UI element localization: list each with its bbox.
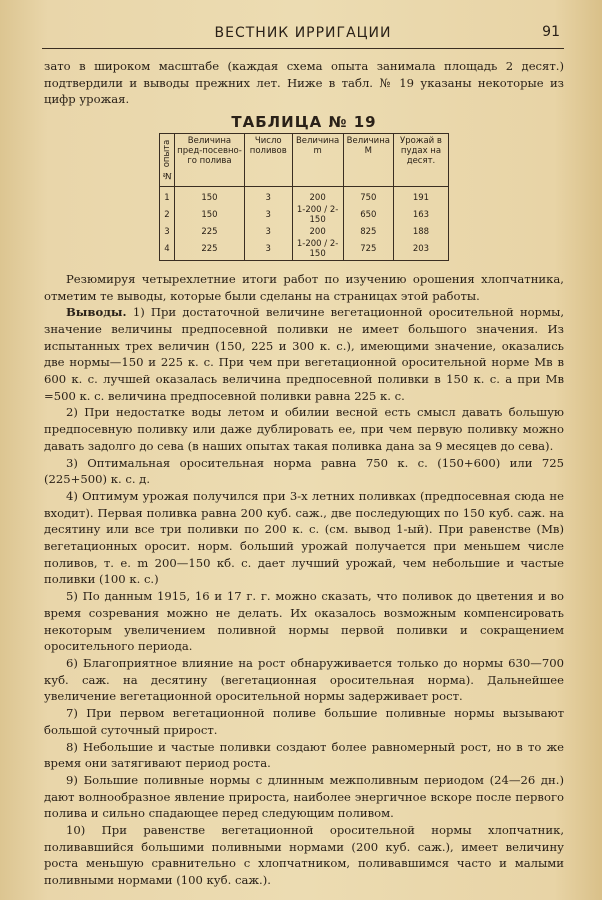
cell: 725	[343, 238, 393, 261]
article-body	[44, 58, 564, 889]
cell: 825	[343, 226, 393, 238]
cell: 1	[160, 186, 175, 204]
cell: 3	[244, 186, 292, 204]
conclusion-1-text: 1) При достаточной величине вегетационной оросительной нормы, значение величины предпосевной поливки не имеет большого значения. Из испытанных трех величин (150, 225 и 300 к. с.), имеющими значение, оказались две нормы—150 и 225 к. с. При чем при вегетационной оросительной норме Мв в 600 к. с. лучшей оказалась величина предпосевной поливки в 150 к. с. а при Мв =500 к. с. величина предпосевной поливки равна 225 к. с.	[44, 305, 565, 403]
conclusion-1	[44, 304, 564, 404]
conclusion-6: 6) Благоприятное влияние на рост обнаруживается только до нормы 630—700 куб. саж. на десятину (вегетационная оросительная норма). Дальнейшее увеличение вегетационной оросительной нормы задерживает рост.	[44, 655, 564, 704]
table-header-row	[160, 133, 449, 186]
cell: 750	[343, 186, 393, 204]
cell: 3	[244, 226, 292, 238]
conclusion-4: 4) Оптимум урожая получился при 3-х летних поливках (предпосевная сюда не входит). Первая поливка равна 200 куб. саж., две последующих по 150 куб. саж. на десятину или все три поливки по 200 к. с. (см. вывод 1-ый). При равенстве (Мв) вегетационных оросит. норм. больший урожай получается при меньшем числе поливов, т. е. m 200—150 кб. с. дает лучший урожай, чем небольшие и частые поливки (100 к. с.)	[44, 488, 564, 587]
header-m-big: Величина M	[343, 133, 393, 186]
table-row	[160, 226, 449, 238]
table-title: ТАБЛИЦА № 19	[231, 113, 377, 132]
header-count: Число поливов	[244, 133, 292, 186]
cell: 3	[160, 226, 175, 238]
cell: 225	[175, 226, 245, 238]
intro-paragraph: зато в широком масштабе (каждая схема опыта занимала площадь 2 десят.) подтвердили и выводы прежних лет. Ниже в табл. № 19 указаны некоторые из цифр урожая.	[44, 59, 564, 107]
cell: 203	[393, 238, 448, 261]
conclusion-3: 3) Оптимальная оросительная норма равна 750 к. с. (150+600) или 725 (225+500) к. с. д.	[44, 455, 564, 487]
conclusion-7: 7) При первом вегетационной поливе большие поливные нормы вызывают большой суточный прирост.	[44, 706, 564, 737]
conclusion-2: 2) При недостатке воды летом и обилии весной есть смысл давать большую предпосевную поливку или даже дублировать ее, при чем первую поливку можно давать задолго до сева (в наших опытах такая поливка дана за 9 месяцев до сева).	[44, 405, 564, 453]
cell: 1-200 / 2-150	[292, 204, 343, 226]
cell: 163	[393, 204, 448, 226]
conclusion-10: 10) При равенстве вегетационной оросительной нормы хлопчатник, поливавшийся большими поливными нормами (200 куб. саж.), имеет величину роста меньшую сравнительно с хлопчатником, поливавшимся часто и малыми поливными нормами (100 куб. саж.).	[44, 823, 564, 888]
cell: 2	[160, 204, 175, 226]
page-number: 91	[542, 24, 560, 40]
cell: 650	[343, 204, 393, 226]
header-presowing: Величина пред-посевно-го полива	[175, 133, 245, 186]
cell: 150	[175, 204, 245, 226]
conclusions-label: Выводы.	[66, 305, 127, 320]
cell: 4	[160, 238, 175, 261]
journal-title: ВЕСТНИК ИРРИГАЦИИ	[214, 25, 392, 41]
cell: 3	[244, 204, 292, 226]
running-header	[42, 22, 564, 49]
cell: 200	[292, 226, 343, 238]
table-row	[160, 238, 449, 261]
summary-paragraph: Резюмируя четырехлетние итоги работ по изучению орошения хлопчатника, отметим те выводы, которые были сделаны на страницах этой работы.	[44, 271, 564, 303]
conclusion-5: 5) По данным 1915, 16 и 17 г. г. можно сказать, что поливок до цветения и во время созревания можно не делать. Их оказалось возможным компенсировать некоторым увеличением поливной нормы первой поливки и сокращением оросительного периода.	[44, 589, 564, 654]
cell: 200	[292, 186, 343, 204]
conclusion-8: 8) Небольшие и частые поливки создают более равномерный рост, но в то же время они затягивают период роста.	[44, 739, 564, 771]
cell: 150	[175, 186, 245, 204]
yield-table	[159, 133, 449, 261]
cell: 3	[244, 238, 292, 261]
cell: 191	[393, 186, 448, 204]
conclusion-9: 9) Большие поливные нормы с длинным межполивным периодом (24—26 дн.) дают волнообразное явление прироста, наиболее энергичное вскоре после первого полива и сильно спадающее перед следующим поливом.	[44, 772, 564, 821]
cell: 225	[175, 238, 245, 261]
table-row	[160, 204, 449, 226]
header-experiment-no: № опыта	[160, 133, 175, 186]
header-m-small: Величина m	[292, 133, 343, 186]
cell: 188	[393, 226, 448, 238]
cell: 1-200 / 2-150	[292, 238, 343, 261]
table-row	[160, 186, 449, 204]
header-yield: Урожай в пудах на десят.	[393, 133, 448, 186]
